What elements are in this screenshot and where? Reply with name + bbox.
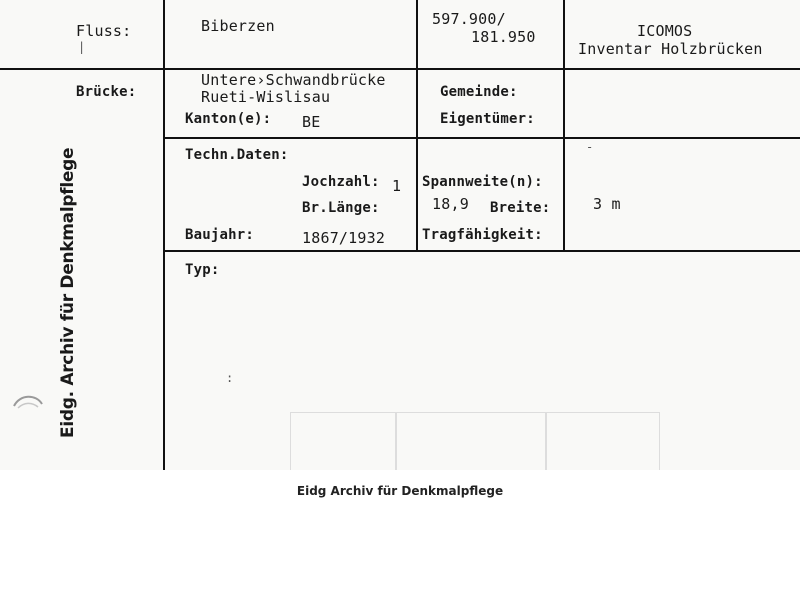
bruecke-name: Untere›Schwandbrücke (201, 71, 386, 89)
coordinates-line-1: 597.900/ (432, 10, 506, 28)
breite-label: Breite: (490, 200, 551, 216)
kanton-label: Kanton(e): (185, 111, 272, 127)
faded-stamp-divider (395, 412, 397, 470)
vertical-rule (163, 0, 165, 470)
vertical-rule (416, 0, 418, 252)
vertical-rule (563, 0, 565, 252)
bruecke-label: Brücke: (76, 84, 137, 100)
fluss-value: Biberzen (201, 17, 275, 35)
breite-value: 3 m (593, 195, 621, 213)
jochzahl-value: 1 (392, 177, 402, 195)
image-caption: Eidg Archiv für Denkmalpflege (296, 484, 504, 498)
archive-stamp-vertical: Eidg. Archiv für Denkmalpflege (58, 147, 78, 438)
baujahr-label: Baujahr: (185, 227, 255, 243)
gemeinde-label: Gemeinde: (440, 84, 518, 100)
horizontal-rule (165, 250, 800, 252)
spannweite-label: Spannweite(n): (422, 174, 543, 190)
jochzahl-label: Jochzahl: (302, 174, 380, 190)
laenge-label: Br.Länge: (302, 200, 380, 216)
tragfaehigkeit-label: Tragfähigkeit: (422, 227, 543, 243)
bruecke-location: Rueti-Wislisau (201, 88, 331, 106)
org-title: ICOMOS (637, 22, 693, 40)
baujahr-value: 1867/1932 (302, 229, 386, 247)
techn-daten-label: Techn.Daten: (185, 147, 289, 163)
faded-stamp-divider (545, 412, 547, 470)
horizontal-rule (165, 137, 800, 139)
punch-hole-mark (10, 392, 46, 420)
eigentuemer-label: Eigentümer: (440, 111, 535, 127)
coordinates-line-2: 181.950 (471, 28, 536, 46)
horizontal-rule (0, 68, 800, 70)
org-subtitle: Inventar Holzbrücken (578, 40, 763, 58)
stray-mark: - (586, 140, 594, 154)
stray-mark: : (226, 371, 234, 385)
typ-label: Typ: (185, 262, 220, 278)
kanton-value: BE (302, 113, 321, 131)
fluss-label: Fluss: (76, 22, 132, 40)
stray-mark: | (78, 40, 86, 54)
faded-stamp-box (290, 412, 660, 470)
spannweite-value: 18,9 (432, 195, 469, 213)
